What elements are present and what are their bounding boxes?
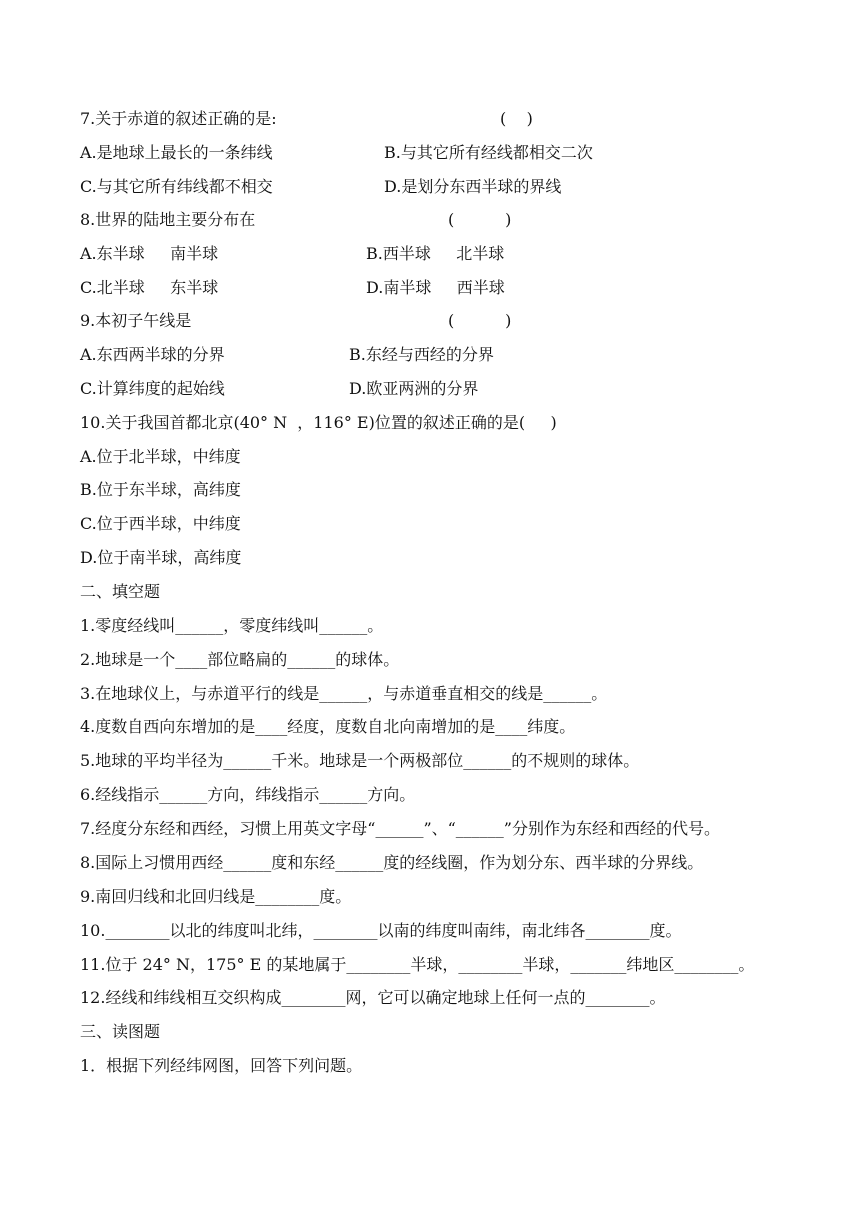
q8-option-b: B.西半球 北半球: [366, 244, 505, 263]
section3-heading: 三、读图题: [80, 1022, 161, 1041]
fill-item-7: 7.经度分东经和西经，习惯上用英文字母“______”、“______”分别作为东经和西经的代号。: [80, 819, 720, 838]
q9-stem: 9.本初子午线是: [80, 311, 192, 330]
fill-item-4: 4.度数自西向东增加的是____经度，度数自北向南增加的是____纬度。: [80, 717, 576, 736]
q9-option-a: A.东西两半球的分界: [80, 345, 225, 364]
section2-heading: 二、填空题: [80, 582, 161, 601]
q8-option-d: D.南半球 西半球: [366, 278, 505, 297]
q10-option-c: C.位于西半球，中纬度: [80, 514, 241, 533]
q10-option-d: D.位于南半球，高纬度: [80, 548, 242, 567]
q8-stem: 8.世界的陆地主要分布在: [80, 210, 256, 229]
fill-item-12: 12.经线和纬线相互交织构成________网，它可以确定地球上任何一点的________。: [80, 988, 666, 1007]
q7-option-d: D.是划分东西半球的界线: [384, 177, 562, 196]
q8-answer-bracket: ( ): [448, 210, 512, 229]
q7-option-a: A.是地球上最长的一条纬线: [80, 143, 273, 162]
q10-option-a: A.位于北半球，中纬度: [80, 447, 241, 466]
fill-item-1: 1.零度经线叫______，零度纬线叫______。: [80, 616, 384, 635]
q10-stem: 10.关于我国首都北京(40° N ，116° E)位置的叙述正确的是( ): [80, 413, 557, 432]
q9-option-b: B.东经与西经的分界: [349, 345, 494, 364]
fill-item-8: 8.国际上习惯用西经______度和东经______度的经线圈，作为划分东、西半球的分界线。: [80, 853, 704, 872]
fill-item-11: 11.位于 24° N，175° E 的某地属于________半球，________半球，_______纬地区________。: [80, 955, 755, 974]
fill-item-9: 9.南回归线和北回归线是________度。: [80, 887, 352, 906]
q7-option-c: C.与其它所有纬线都不相交: [80, 177, 273, 196]
q8-option-c: C.北半球 东半球: [80, 278, 219, 297]
fill-item-6: 6.经线指示______方向，纬线指示______方向。: [80, 785, 416, 804]
fill-item-5: 5.地球的平均半径为______千米。地球是一个两极部位______的不规则的球体。: [80, 751, 640, 770]
map-question-1: 1．根据下列经纬网图，回答下列问题。: [80, 1056, 363, 1075]
q8-option-a: A.东半球 南半球: [80, 244, 219, 263]
q9-option-d: D.欧亚两洲的分界: [349, 379, 479, 398]
fill-item-2: 2.地球是一个____部位略扁的______的球体。: [80, 650, 400, 669]
q7-answer-bracket: ( ): [500, 109, 533, 128]
fill-item-3: 3.在地球仪上，与赤道平行的线是______，与赤道垂直相交的线是______。: [80, 684, 608, 703]
q9-answer-bracket: ( ): [448, 311, 512, 330]
q7-stem: 7.关于赤道的叙述正确的是:: [80, 109, 277, 128]
fill-item-10: 10.________以北的纬度叫北纬，________以南的纬度叫南纬，南北纬各________度。: [80, 921, 682, 940]
q9-option-c: C.计算纬度的起始线: [80, 379, 225, 398]
q7-option-b: B.与其它所有经线都相交二次: [384, 143, 593, 162]
q10-option-b: B.位于东半球，高纬度: [80, 480, 241, 499]
